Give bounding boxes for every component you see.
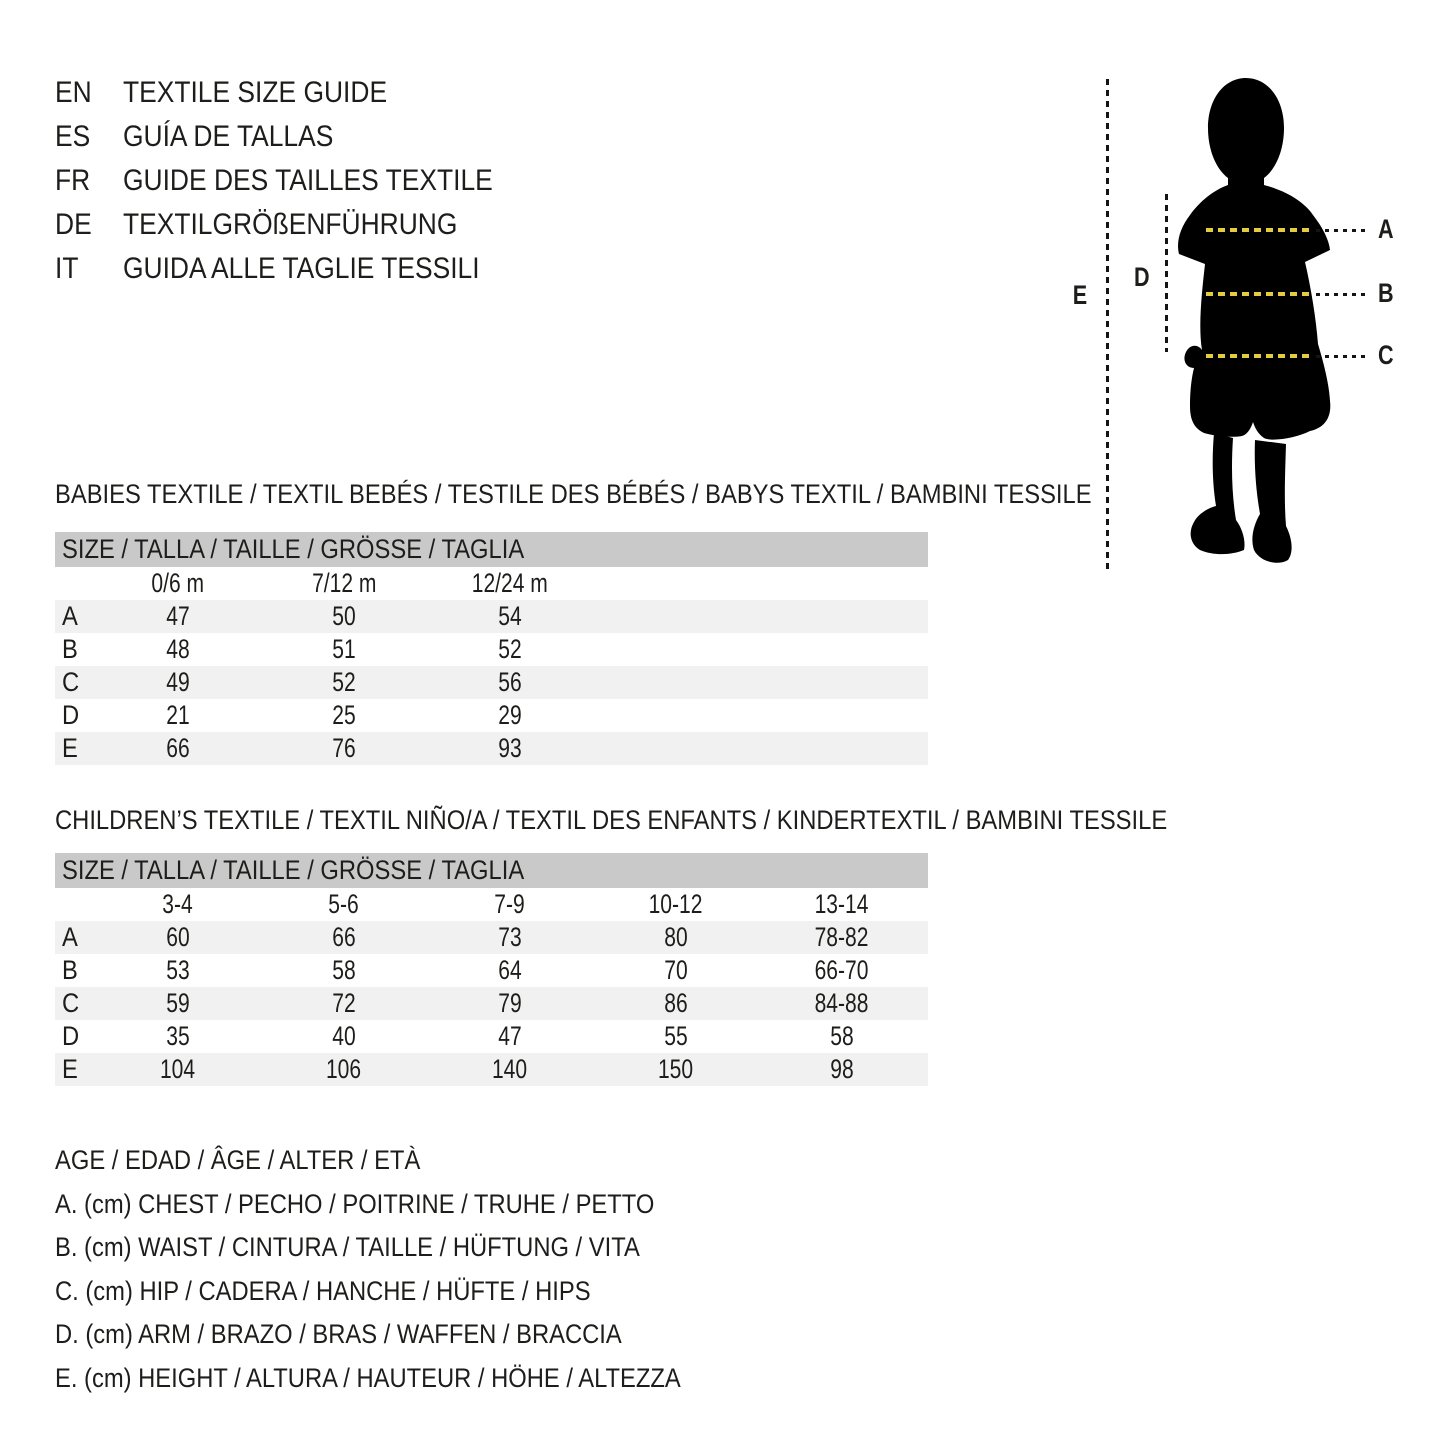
language-row (55, 203, 543, 247)
waist-leader-line (1316, 293, 1366, 296)
legend-line: B. (cm) WAIST / CINTURA / TAILLE / HÜFTUNG / VITA (55, 1232, 640, 1263)
size-cell: 79 (498, 988, 522, 1018)
figure-label-c: C (1378, 340, 1394, 370)
size-cell: 21 (166, 700, 190, 730)
size-cell: 35 (166, 1021, 190, 1051)
size-cell: 64 (498, 955, 522, 985)
measurement-legend (55, 1139, 766, 1400)
legend-line: AGE / EDAD / ÂGE / ALTER / ETÀ (55, 1145, 421, 1176)
guide-title: GUIDA ALLE TAGLIE TESSILI (123, 252, 480, 285)
figure-label-d: D (1134, 262, 1150, 292)
legend-line: C. (cm) HIP / CADERA / HANCHE / HÜFTE / HIPS (55, 1275, 591, 1306)
row-label: E (62, 733, 78, 763)
children-size-table (55, 853, 928, 1086)
size-cell: 150 (658, 1054, 694, 1084)
guide-title: TEXTILGRÖßENFÜHRUNG (123, 208, 458, 241)
size-cell: 52 (332, 667, 356, 697)
size-cell: 56 (498, 667, 522, 697)
table-row (55, 921, 928, 954)
size-cell: 53 (166, 955, 190, 985)
hip-measure-line (1206, 354, 1312, 358)
size-cell: 80 (664, 922, 688, 952)
figure-label-b: B (1378, 278, 1394, 308)
language-code: ES (55, 120, 91, 153)
size-cell: 51 (332, 634, 356, 664)
size-cell: 60 (166, 922, 190, 952)
size-cell: 55 (664, 1021, 688, 1051)
column-header: 5-6 (328, 889, 360, 919)
waist-measure-line (1206, 292, 1312, 296)
size-cell: 58 (830, 1021, 854, 1051)
size-cell: 58 (332, 955, 356, 985)
table-row (55, 600, 928, 633)
size-cell: 78-82 (815, 922, 869, 952)
column-header: 0/6 m (151, 568, 205, 598)
size-cell: 40 (332, 1021, 356, 1051)
size-cell: 66-70 (815, 955, 869, 985)
column-header: 13-14 (815, 889, 869, 919)
size-cell: 106 (326, 1054, 362, 1084)
size-cell: 140 (492, 1054, 528, 1084)
language-row (55, 159, 543, 203)
size-cell: 48 (166, 634, 190, 664)
size-cell: 66 (332, 922, 356, 952)
hip-leader-line (1316, 355, 1366, 358)
row-label: A (62, 601, 78, 631)
language-code: IT (55, 252, 79, 285)
language-code: DE (55, 208, 92, 241)
legend-line: A. (cm) CHEST / PECHO / POITRINE / TRUHE / PETTO (55, 1188, 655, 1219)
table-row (55, 954, 928, 987)
size-cell: 59 (166, 988, 190, 1018)
table-row (55, 987, 928, 1020)
babies-size-table (55, 532, 928, 765)
table-row (55, 1020, 928, 1053)
column-header: 12/24 m (471, 568, 549, 598)
size-cell: 84-88 (815, 988, 869, 1018)
size-cell: 98 (830, 1054, 854, 1084)
column-header-row (55, 888, 928, 921)
chest-measure-line (1206, 228, 1312, 232)
language-row (55, 115, 543, 159)
table-header-bar: SIZE / TALLA / TAILLE / GRÖSSE / TAGLIA (55, 532, 928, 567)
column-header: 7-9 (494, 889, 526, 919)
row-label: A (62, 922, 78, 952)
children-section-title: CHILDREN’S TEXTILE / TEXTIL NIÑO/A / TEXTIL DES ENFANTS / KINDERTEXTIL / BAMBINI TESSILE (55, 805, 1168, 835)
row-label: E (62, 1054, 78, 1084)
legend-line: E. (cm) HEIGHT / ALTURA / HAUTEUR / HÖHE / ALTEZZA (55, 1362, 681, 1393)
size-cell: 93 (498, 733, 522, 763)
column-header-row (55, 567, 928, 600)
row-label: D (62, 1021, 80, 1051)
language-code: FR (55, 164, 91, 197)
column-header: 7/12 m (311, 568, 377, 598)
size-cell: 76 (332, 733, 356, 763)
column-header: 10-12 (649, 889, 703, 919)
legend-line: D. (cm) ARM / BRAZO / BRAS / WAFFEN / BRACCIA (55, 1319, 622, 1350)
table-header-bar: SIZE / TALLA / TAILLE / GRÖSSE / TAGLIA (55, 853, 928, 888)
language-header (55, 71, 543, 291)
size-cell: 52 (498, 634, 522, 664)
size-cell: 73 (498, 922, 522, 952)
row-label: D (62, 700, 80, 730)
row-label: C (62, 667, 80, 697)
size-cell: 86 (664, 988, 688, 1018)
language-code: EN (55, 76, 92, 109)
row-label: B (62, 634, 78, 664)
table-row (55, 699, 928, 732)
table-row (55, 1053, 928, 1086)
row-label: C (62, 988, 80, 1018)
figure-label-a: A (1378, 214, 1394, 244)
guide-title: GUIDE DES TAILLES TEXTILE (123, 164, 493, 197)
size-cell: 47 (498, 1021, 522, 1051)
size-cell: 104 (160, 1054, 196, 1084)
size-cell: 50 (332, 601, 356, 631)
guide-title: TEXTILE SIZE GUIDE (123, 76, 388, 109)
size-cell: 49 (166, 667, 190, 697)
language-row (55, 71, 543, 115)
row-label: B (62, 955, 78, 985)
size-cell: 72 (332, 988, 356, 1018)
size-cell: 66 (166, 733, 190, 763)
arm-line-d (1165, 194, 1168, 352)
size-cell: 25 (332, 700, 356, 730)
table-row (55, 666, 928, 699)
chest-leader-line (1316, 229, 1366, 232)
size-cell: 54 (498, 601, 522, 631)
column-header: 3-4 (162, 889, 194, 919)
table-row (55, 633, 928, 666)
table-row (55, 732, 928, 765)
size-cell: 70 (664, 955, 688, 985)
size-cell: 47 (166, 601, 190, 631)
figure-label-e: E (1072, 280, 1088, 310)
guide-title: GUÍA DE TALLAS (123, 120, 334, 153)
babies-section-title: BABIES TEXTILE / TEXTIL BEBÉS / TESTILE DES BÉBÉS / BABYS TEXTIL / BAMBINI TESSILE (55, 479, 1092, 509)
language-row (55, 247, 543, 291)
size-cell: 29 (498, 700, 522, 730)
